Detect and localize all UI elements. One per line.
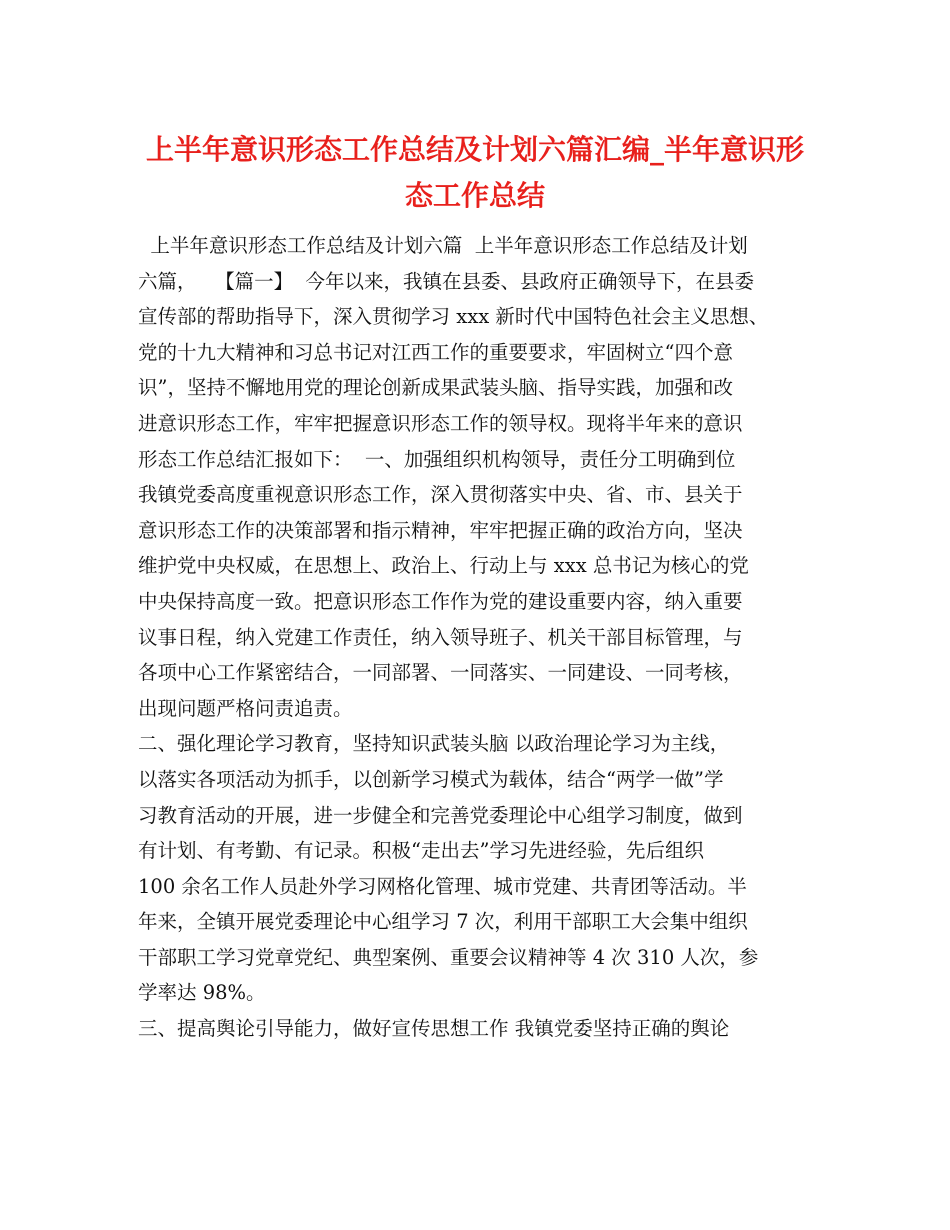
body-line: 议事日程，纳入党建工作责任，纳入领导班子、机关干部目标管理，与 [138, 625, 743, 649]
body-line: 六篇， 【篇一】 今年以来，我镇在县委、县政府正确领导下，在县委 [138, 269, 754, 293]
body-line: 各项中心工作紧密结合，一同部署、一同落实、一同建设、一同考核， [138, 661, 743, 685]
body-line: 党的十九大精神和习总书记对江西工作的重要要求，牢固树立“四个意 [138, 340, 733, 364]
body-line: 二、强化理论学习教育，坚持知识武装头脑 以政治理论学习为主线， [138, 732, 730, 756]
body-line: 我镇党委高度重视意识形态工作，深入贯彻落实中央、省、市、县关于 [138, 483, 743, 507]
body-line: 学率达 98%。 [138, 981, 266, 1005]
body-line: 有计划、有考勤、有记录。积极“走出去”学习先进经验，先后组织 [138, 839, 704, 863]
body-line: 以落实各项活动为抓手，以创新学习模式为载体，结合“两学一做”学 [138, 767, 724, 791]
document-title-line-2: 态工作总结 [404, 179, 545, 212]
body-line: 年来，全镇开展党委理论中心组学习 7 次，利用干部职工大会集中组织 [138, 910, 748, 934]
body-line: 进意识形态工作，牢牢把握意识形态工作的领导权。现将半年来的意识 [138, 411, 743, 435]
body-line: 中央保持高度一致。把意识形态工作作为党的建设重要内容，纳入重要 [138, 589, 743, 613]
body-line: 三、提高舆论引导能力，做好宣传思想工作 我镇党委坚持正确的舆论 [138, 1017, 730, 1041]
body-line: 维护党中央权威，在思想上、政治上、行动上与 xxx 总书记为核心的党 [138, 554, 749, 578]
body-line: 习教育活动的开展，进一步健全和完善党委理论中心组学习制度，做到 [138, 803, 743, 827]
document-title-line-1: 上半年意识形态工作总结及计划六篇汇编_半年意识形 [145, 133, 804, 166]
body-line: 100 余名工作人员赴外学习网格化管理、城市党建、共青团等活动。半 [138, 874, 747, 898]
body-line: 宣传部的帮助指导下，深入贯彻学习 xxx 新时代中国特色社会主义思想、 [138, 305, 769, 329]
body-line: 干部职工学习党章党纪、典型案例、重要会议精神等 4 次 310 人次，参 [138, 945, 759, 969]
body-line: 出现问题严格问责追责。 [138, 696, 353, 720]
body-line: 识”，坚持不懈地用党的理论创新成果武装头脑、指导实践，加强和改 [138, 376, 733, 400]
body-line: 意识形态工作的决策部署和指示精神，牢牢把握正确的政治方向，坚决 [138, 518, 743, 542]
body-line: 形态工作总结汇报如下： 一、加强组织机构领导，责任分工明确到位 [138, 447, 736, 471]
document-body [138, 228, 828, 1047]
body-line: 上半年意识形态工作总结及计划六篇 上半年意识形态工作总结及计划 [138, 234, 748, 257]
